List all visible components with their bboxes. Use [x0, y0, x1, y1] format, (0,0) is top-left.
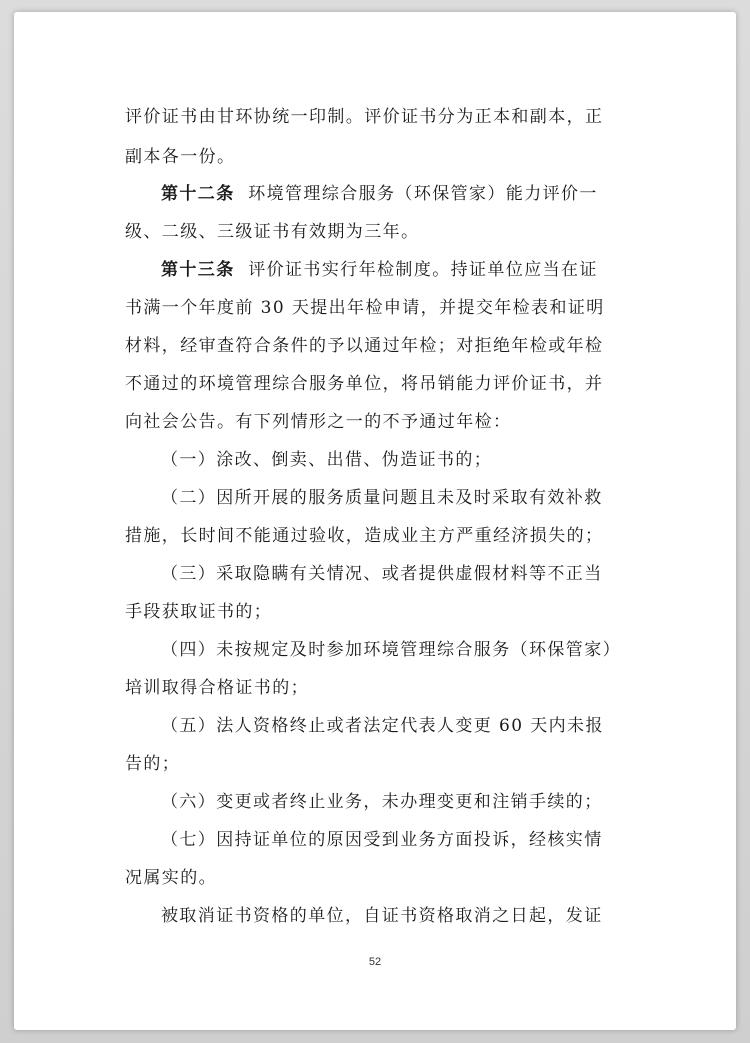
paragraph-line: 措施，长时间不能通过验收，造成业主方严重经济损失的； [125, 526, 604, 546]
list-item-line: （二）因所开展的服务质量问题且未及时采取有效补救 [161, 488, 603, 508]
article-13-line: 第十三条 评价证书实行年检制度。持证单位应当在证 [161, 260, 598, 280]
list-item-line: （七）因持证单位的原因受到业务方面投诉，经核实情 [161, 830, 603, 850]
article-heading: 第十三条 [161, 260, 235, 280]
paragraph-line: 向社会公告。有下列情形之一的不予通过年检： [125, 412, 512, 432]
paragraph-line: 况属实的。 [125, 868, 217, 888]
paragraph-line: 材料，经审查符合条件的予以通过年检；对拒绝年检或年检 [125, 336, 604, 356]
paragraph-line: 副本各一份。 [125, 147, 236, 167]
page-number: 52 [368, 956, 382, 968]
list-item-line: （六）变更或者终止业务，未办理变更和注销手续的； [161, 792, 603, 812]
list-item-line: （一）涂改、倒卖、出借、伪造证书的； [161, 450, 493, 470]
paragraph-line: 手段获取证书的； [125, 602, 273, 622]
paragraph-line: 培训取得合格证书的； [125, 678, 309, 698]
article-12-line: 第十二条 环境管理综合服务（环保管家）能力评价一 [161, 184, 598, 204]
paragraph-line: 级、二级、三级证书有效期为三年。 [125, 222, 420, 242]
paragraph-line: 被取消证书资格的单位，自证书资格取消之日起，发证 [161, 906, 603, 926]
paragraph-line: 不通过的环境管理综合服务单位，将吊销能力评价证书，并 [125, 374, 604, 394]
article-heading: 第十二条 [161, 184, 235, 204]
list-item-line: （五）法人资格终止或者法定代表人变更 60 天内未报 [161, 716, 604, 736]
list-item-line: （四）未按规定及时参加环境管理综合服务（环保管家） [161, 640, 621, 660]
paragraph-line: 评价证书由甘环协统一印制。评价证书分为正本和副本，正 [125, 107, 604, 127]
paragraph-line: 书满一个年度前 30 天提出年检申请，并提交年检表和证明 [125, 298, 605, 318]
list-item-line: （三）采取隐瞒有关情况、或者提供虚假材料等不正当 [161, 564, 603, 584]
paragraph-line: 告的； [125, 754, 181, 774]
